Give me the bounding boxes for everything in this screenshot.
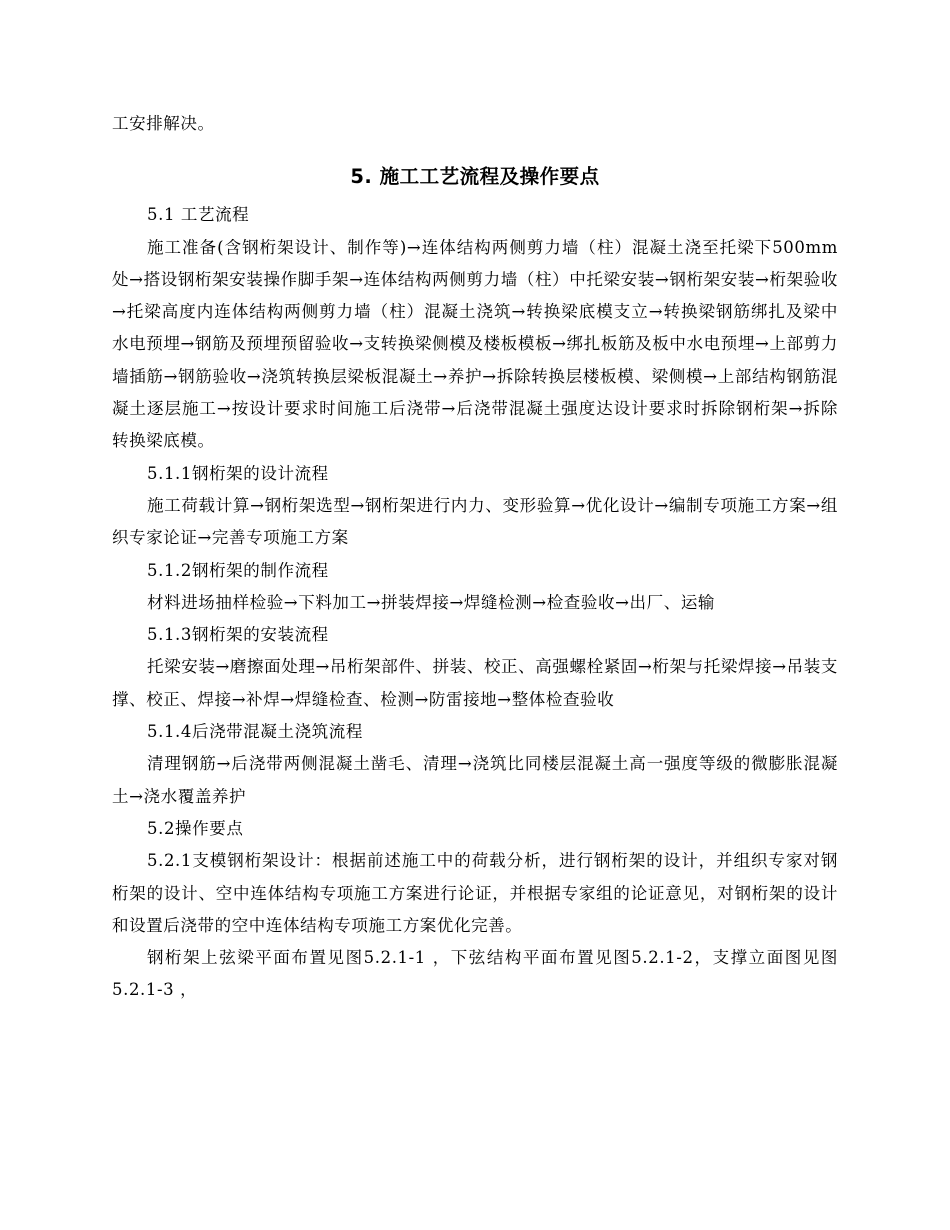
- fabrication-flow-paragraph: 材料进场抽样检验→下料加工→拼装焊接→焊缝检测→检查验收→出厂、运输: [147, 592, 716, 612]
- subsection-title-5-1-1: 5.1.1钢桁架的设计流程: [147, 463, 329, 483]
- intro-tail-text: 工安排解决。: [112, 114, 215, 133]
- pour-flow-paragraph: 清理钢筋→后浇带两侧混凝土凿毛、清理→浇筑比同楼层混凝土高一强度等级的微膨胀混凝土→浇水覆盖养护: [112, 754, 838, 806]
- design-flow-paragraph: 施工荷载计算→钢桁架选型→钢桁架进行内力、变形验算→优化设计→编制专项施工方案→组织专家论证→完善专项施工方案: [112, 495, 838, 548]
- subsection-title-5-1-4: 5.1.4后浇带混凝土浇筑流程: [147, 722, 363, 742]
- document-page: [112, 108, 838, 1007]
- section-heading: 5. 施工工艺流程及操作要点: [350, 165, 600, 189]
- installation-flow-paragraph: 托梁安装→磨擦面处理→吊桁架部件、拼装、校正、高强螺栓紧固→桁架与托梁焊接→吊装支撑、校正、焊接→补焊→焊缝检查、检测→防雷接地→整体检查验收: [112, 657, 838, 709]
- figure-reference-paragraph: 钢桁架上弦梁平面布置见图5.2.1-1 ，下弦结构平面布置见图5.2.1-2，支撑立面图见图5.2.1-3 ，: [112, 948, 838, 1000]
- process-flow-paragraph: 施工准备(含钢桁架设计、制作等)→连体结构两侧剪力墙（柱）混凝土浇至托梁下500mm处→搭设钢桁架安装操作脚手架→连体结构两侧剪力墙（柱）中托梁安装→钢桁架安装→桁架验收→托梁高度内连体结构两侧剪力墙（柱）混凝土浇筑→转换梁底模支立→转换梁钢筋绑扎及梁中水电预埋→钢筋及预埋预留验收→支转换梁侧模及楼板模板→绑扎板筋及板中水电预埋→上部剪力墙插筋→钢筋验收→浇筑转换层梁板混凝土→养护→拆除转换层楼板模、梁侧模→上部结构钢筋混凝土逐层施工→按设计要求时间施工后浇带→后浇带混凝土强度达设计要求时拆除钢桁架→拆除转换梁底模。: [112, 237, 838, 451]
- subsection-title-5-1-2: 5.1.2钢桁架的制作流程: [147, 560, 329, 580]
- subsection-title-5-1-3: 5.1.3钢桁架的安装流程: [147, 625, 329, 645]
- subsection-title-5-2: 5.2操作要点: [147, 818, 244, 838]
- subsection-title-5-1: 5.1 工艺流程: [147, 205, 250, 225]
- design-key-points-paragraph: 5.2.1支模钢桁架设计：根据前述施工中的荷载分析，进行钢桁架的设计，并组织专家对钢桁架的设计、空中连体结构专项施工方案进行论证，并根据专家组的论证意见，对钢桁架的设计和设置后浇带的空中连体结构专项施工方案优化完善。: [112, 851, 838, 935]
